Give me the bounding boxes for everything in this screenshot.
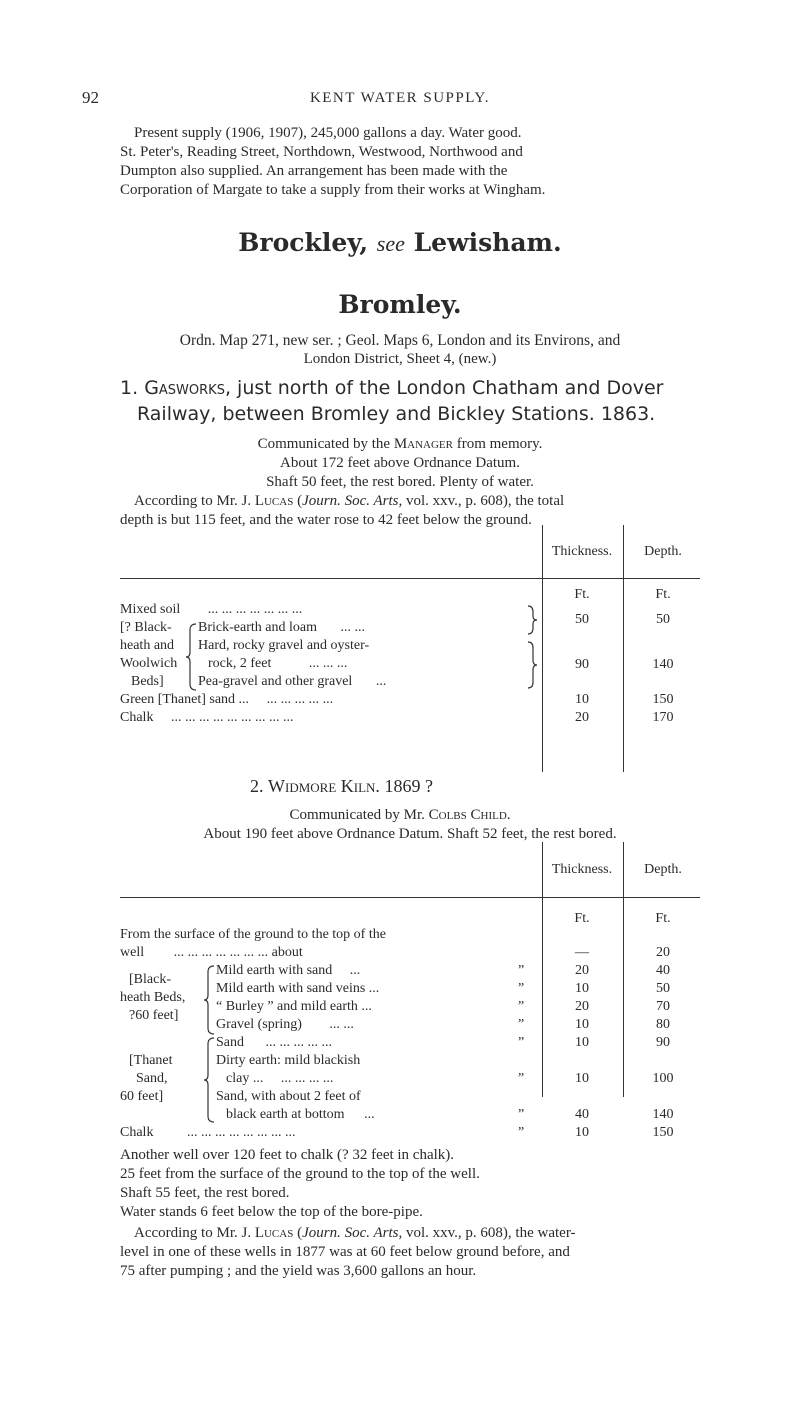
table2-group-a-1: [Black-: [129, 972, 171, 987]
table1-row-chalk: [120, 710, 293, 726]
table1-green-sand-label: Green [Thanet] sand ...: [120, 692, 250, 707]
table2-col-thickness: Thickness.: [551, 862, 613, 877]
table2-thickness-4: 10: [575, 1035, 589, 1050]
well2-communicated: [100, 806, 700, 825]
table1-pea-gravel-dots: ...: [375, 674, 387, 689]
well2-note-2: 25 feet from the surface of the ground to the top of the well.: [120, 1166, 480, 1182]
table2-depth-0: 40: [656, 963, 670, 978]
brockley-target: Lewisham.: [413, 228, 562, 257]
well1-lucas-1: According to Mr. J. Lucas (Journ. Soc. Arts, vol. xxv., p. 608), the total: [134, 493, 565, 509]
well2-comm-pre: Communicated by Mr.: [289, 807, 425, 823]
table2-burley-label: “ Burley ” and mild earth ...: [216, 999, 372, 1014]
table2-row-sand-black-2: [226, 1107, 536, 1123]
running-head: KENT WATER SUPPLY.: [309, 90, 491, 106]
table2-row-dirty-earth-1: Dirty earth: mild blackish: [216, 1053, 361, 1068]
table2-row-gravel: [216, 1017, 536, 1033]
well2-year: 1869 ?: [384, 776, 433, 796]
table1-thickness-green-sand: 10: [575, 692, 589, 707]
table2-surface-line2: [120, 945, 530, 961]
table2-thickness-1: 10: [575, 981, 589, 996]
well2-note-4: Water stands 6 feet below the top of the bore-pipe.: [120, 1204, 423, 1220]
table1-pea-gravel-label: Pea-gravel and other gravel: [198, 674, 353, 689]
table2-depth-5: 100: [652, 1071, 674, 1086]
table2-depth-2: 70: [656, 999, 670, 1014]
table1-thickness-brick: 50: [575, 612, 589, 627]
well2-lucas-3: 75 after pumping ; and the yield was 3,600 gallons an hour.: [120, 1263, 477, 1279]
table1-row-brick-earth: [198, 620, 365, 636]
table1-group-label-3: Woolwich: [120, 656, 178, 671]
well1-comm-who: Manager: [393, 436, 453, 452]
well1-communicated: [100, 435, 700, 454]
table2-thickness-7: 10: [575, 1125, 589, 1140]
table1-depth-chalk: 170: [652, 710, 674, 725]
table2-group-a-3: ?60 feet]: [129, 1008, 179, 1023]
well1-comm-post: from memory.: [456, 436, 543, 452]
table1-unit-thickness: Ft.: [574, 587, 590, 602]
table1-brick-earth-label: Brick-earth and loam: [198, 620, 317, 635]
table2-ditto-2: ”: [518, 999, 525, 1014]
well2-lucas-2: level in one of these wells in 1877 was at 60 feet below ground before, and: [120, 1244, 570, 1260]
well1-text1: just north of the London Chatham and Dover: [237, 377, 664, 399]
table2-row-chalk: [120, 1125, 536, 1141]
table2-col-depth: Depth.: [644, 862, 682, 877]
table2-depth-6: 140: [652, 1107, 674, 1122]
well1-comm-pre: Communicated by the: [257, 436, 391, 452]
table2-ditto-0: ”: [518, 963, 525, 978]
intro-line-3: Dumpton also supplied. An arrangement has been made with the: [120, 163, 508, 179]
table2-ditto-5: ”: [518, 1071, 525, 1086]
table2-group-b-2: Sand,: [136, 1071, 168, 1086]
well1-lucas-name: Lucas: [254, 493, 294, 509]
table2-sand-dots: ... ... ... ... ...: [265, 1035, 332, 1050]
table1-hard-gravel-label2: rock, 2 feet: [208, 656, 272, 671]
table1-chalk-dots: ... ... ... ... ... ... ... ... ...: [170, 710, 294, 725]
table2-surface-dots: ... ... ... ... ... ... ...: [173, 945, 269, 960]
table1-green-sand-dots: ... ... ... ... ...: [266, 692, 334, 707]
table2-gravel-dots: ... ...: [329, 1017, 354, 1032]
well2-lucas-1: According to Mr. J. Lucas (Journ. Soc. Arts, vol. xxv., p. 608), the water-: [134, 1225, 576, 1241]
well2-height: About 190 feet above Ordnance Datum. Shaft 52 feet, the rest bored.: [203, 826, 617, 842]
table2-mild-earth-dots: ...: [349, 963, 361, 978]
table2-dirty-earth-label2: clay ...: [226, 1071, 264, 1086]
table1-mixed-soil-dots: ... ... ... ... ... ... ...: [207, 602, 303, 617]
table2-ditto-3: ”: [518, 1017, 525, 1032]
well2-lucas-journal: Journ. Soc. Arts,: [302, 1225, 403, 1241]
well1-title-line2: Railway, between Bromley and Bickley Stations. 1863.: [137, 403, 656, 425]
table1-row-hard-gravel-1: Hard, rocky gravel and oyster-: [198, 638, 370, 653]
table2-sand-black-dots: ...: [364, 1107, 375, 1122]
table1-col-divider-1: [542, 525, 543, 772]
table2-ditto-1: ”: [518, 981, 525, 996]
table2-header-rule: [120, 897, 700, 898]
table2-thickness-5: 10: [575, 1071, 589, 1086]
table2-depth-1: 50: [656, 981, 670, 996]
table2-group-a-2: heath Beds,: [120, 990, 186, 1005]
table1-depth-green-sand: 150: [652, 692, 674, 707]
table2-thickness-0: 20: [575, 963, 589, 978]
table1-col-divider-2: [623, 525, 624, 772]
brockley-heading: [100, 228, 700, 257]
table2-ditto-4: ”: [518, 1035, 525, 1050]
table2-chalk-label: Chalk: [120, 1125, 154, 1140]
table2-depth-surface: 20: [656, 945, 670, 960]
table2-chalk-dots: ... ... ... ... ... ... ... ...: [186, 1125, 296, 1140]
table1-chalk-label: Chalk: [120, 710, 154, 725]
well2-title: [250, 773, 690, 799]
table1-unit-depth: Ft.: [655, 587, 671, 602]
table2-unit-depth: Ft.: [655, 911, 671, 926]
table2-thickness-6: 40: [575, 1107, 589, 1122]
intro-line-4: Corporation of Margate to take a supply from their works at Wingham.: [120, 182, 546, 198]
well2-number: 2.: [250, 776, 264, 796]
table2-unit-thickness: Ft.: [574, 911, 590, 926]
table2-depth-4: 90: [656, 1035, 670, 1050]
table2-group-b-1: [Thanet: [129, 1053, 173, 1068]
table2-thickness-surface: —: [575, 945, 589, 960]
table2-thickness-2: 20: [575, 999, 589, 1014]
well1-lucas-pre: According to Mr. J.: [134, 493, 252, 509]
bromley-heading: Bromley.: [338, 290, 462, 319]
table1-right-brace-2: [526, 640, 538, 690]
table2-dirty-earth-dots: ... ... ... ...: [280, 1071, 334, 1086]
table2-sand-black-label2: black earth at bottom: [226, 1107, 345, 1122]
table2-row-sand: [216, 1035, 536, 1051]
well1-shaft: Shaft 50 feet, the rest bored. Plenty of water.: [266, 474, 534, 490]
well1-number: 1.: [120, 377, 139, 399]
table1-row-green-sand: [120, 692, 333, 708]
table1-thickness-chalk: 20: [575, 710, 589, 725]
table1-depth-brick: 50: [656, 612, 670, 627]
table2-brace-a: [204, 964, 216, 1036]
well2-lucas-name: Lucas: [254, 1225, 294, 1241]
table2-surface-about: about: [271, 945, 303, 960]
table2-group-b-3: 60 feet]: [120, 1089, 164, 1104]
table1-hard-gravel-dots: ... ... ...: [308, 656, 348, 671]
table2-thickness-3: 10: [575, 1017, 589, 1032]
page-number: 92: [82, 88, 99, 107]
table1-mixed-soil-label: Mixed soil: [120, 602, 181, 617]
well1-lucas-post: vol. xxv., p. 608), the total: [405, 493, 565, 509]
intro-line-1: Present supply (1906, 1907), 245,000 gallons a day. Water good.: [134, 125, 522, 141]
well2-comm-who: Colbs Child.: [428, 807, 511, 823]
well1-label: Gasworks,: [144, 377, 231, 399]
table2-mild-earth-veins-label: Mild earth with sand veins ...: [216, 981, 380, 996]
table1-left-brace: [186, 622, 198, 692]
brockley-see: see: [376, 231, 405, 256]
intro-line-2: St. Peter's, Reading Street, Northdown, Westwood, Northwood and: [120, 144, 523, 160]
well2-lucas-post: vol. xxv., p. 608), the water-: [405, 1225, 576, 1241]
table1-right-brace-1: [526, 604, 538, 636]
table2-sand-label: Sand: [216, 1035, 244, 1050]
brockley-name: Brockley,: [238, 228, 369, 257]
table1-thickness-gravel: 90: [575, 657, 589, 672]
table1-depth-gravel: 140: [652, 657, 674, 672]
well2-name: Widmore Kiln.: [268, 776, 380, 796]
table2-row-dirty-earth-2: [226, 1071, 536, 1087]
table2-surface-well: well: [120, 945, 145, 960]
table2-depth-3: 80: [656, 1017, 670, 1032]
table1-row-hard-gravel-2: [208, 656, 347, 672]
bromley-maps-1: Ordn. Map 271, new ser. ; Geol. Maps 6, London and its Environs, and: [179, 332, 621, 349]
table2-ditto-7: ”: [518, 1125, 525, 1140]
table2-mild-earth-label: Mild earth with sand: [216, 963, 333, 978]
table2-surface-line1: From the surface of the ground to the top of the: [120, 927, 386, 942]
table1-header-rule: [120, 578, 700, 579]
table1-brick-earth-dots: ... ...: [340, 620, 365, 635]
table2-brace-b: [204, 1036, 216, 1124]
table1-col-depth: Depth.: [644, 544, 682, 559]
table2-row-sand-black-1: Sand, with about 2 feet of: [216, 1089, 361, 1104]
table1-group-label-2: heath and: [120, 638, 175, 653]
table2-ditto-6: ”: [518, 1107, 525, 1122]
table1-row-mixed-soil: [120, 602, 302, 618]
table2-row-mild-earth: [216, 963, 536, 979]
well1-height: About 172 feet above Ordnance Datum.: [280, 455, 520, 471]
well2-lucas-pre: According to Mr. J.: [134, 1225, 252, 1241]
well1-lucas-2: depth is but 115 feet, and the water rose to 42 feet below the ground.: [120, 512, 532, 528]
table2-row-burley: [216, 999, 536, 1015]
table1-row-pea-gravel: [198, 674, 386, 690]
bromley-maps-2: London District, Sheet 4, (new.): [303, 351, 497, 367]
well2-note-1: Another well over 120 feet to chalk (? 32 feet in chalk).: [120, 1147, 455, 1163]
table1-group-label-1: [? Black-: [120, 620, 172, 635]
table2-gravel-label: Gravel (spring): [216, 1017, 302, 1032]
table1-col-thickness: Thickness.: [551, 544, 613, 559]
well1-lucas-journal: Journ. Soc. Arts,: [302, 493, 403, 509]
table1-group-label-4: Beds]: [131, 674, 164, 689]
well1-title-line1: [120, 375, 690, 401]
well2-note-3: Shaft 55 feet, the rest bored.: [120, 1185, 290, 1201]
table2-depth-7: 150: [652, 1125, 674, 1140]
table2-row-mild-earth-veins: [216, 981, 536, 997]
